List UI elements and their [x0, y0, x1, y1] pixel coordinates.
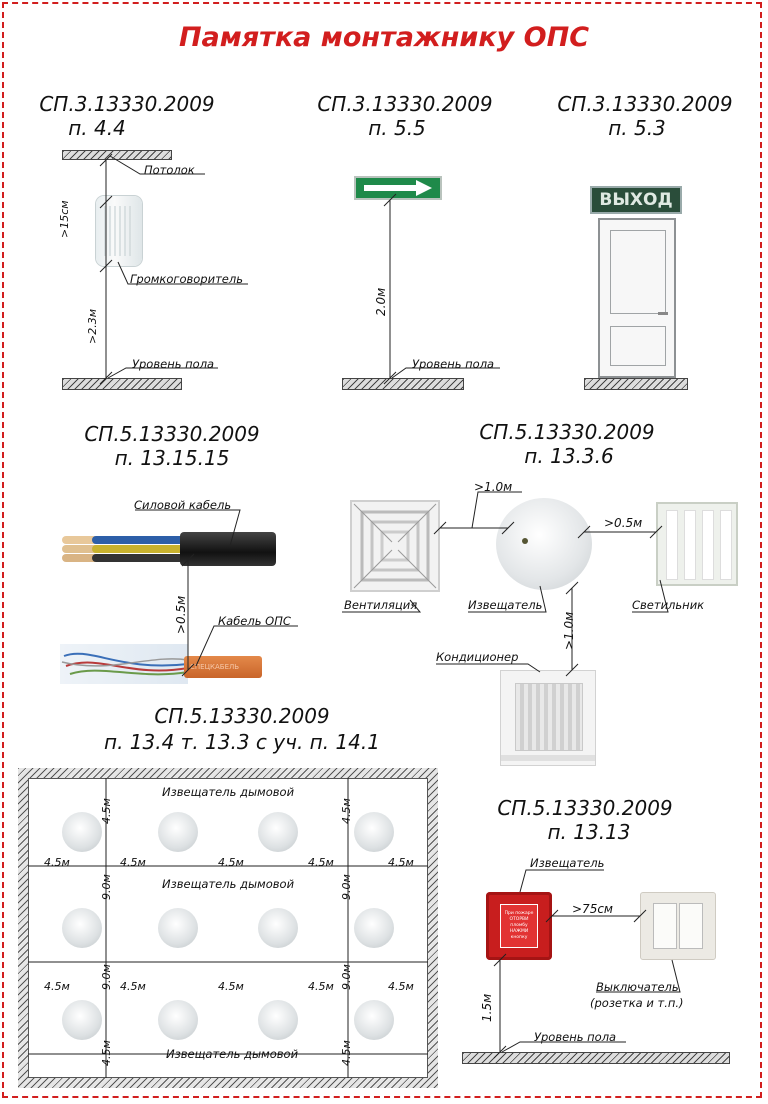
speaker-dim-bottom: >2.3м [86, 308, 99, 344]
dim-ac: >1.0м [562, 611, 576, 650]
vent-label: Вентиляция [344, 598, 418, 612]
exit-sign-clause: п. 5.5 [368, 116, 426, 140]
grid-dim-vertical: 9.0м [100, 874, 113, 900]
grid-dim-horizontal: 4.5м [120, 856, 146, 869]
speaker-dim-top: >15см [58, 200, 71, 238]
grid-dim-horizontal: 4.5м [308, 980, 334, 993]
grid-dim-vertical: 9.0м [100, 964, 113, 990]
dim-lamp: >0.5м [604, 516, 643, 530]
grid-dim-horizontal: 4.5м [218, 856, 244, 869]
grid-detector-label-2: Извещатель дымовой [162, 877, 295, 891]
speaker-clause: п. 4.4 [68, 116, 126, 140]
grid-detector-label-1: Извещатель дымовой [162, 785, 295, 799]
grid-dim-vertical: 4.5м [100, 1040, 113, 1066]
mcp-norm: СП.5.13330.2009 [497, 796, 673, 820]
power-cable-label: Силовой кабель [134, 498, 232, 512]
grid-dim-horizontal: 4.5м [218, 980, 244, 993]
grid-clause: п. 13.4 т. 13.3 с уч. п. 14.1 [104, 730, 380, 754]
speaker-label: Громкоговоритель [130, 272, 243, 286]
exit-door-clause: п. 5.3 [608, 116, 666, 140]
mcp-glass-text: При пожаре ОТОРВИ пломбу НАЖМИ кнопку [500, 904, 538, 948]
grid-dim-horizontal: 4.5м [44, 980, 70, 993]
ac-label: Кондиционер [436, 650, 519, 664]
mcp-dim-vertical: 1.5м [480, 993, 494, 1022]
ceiling-label: Потолок [144, 163, 195, 177]
mcp-clause: п. 13.13 [547, 820, 631, 844]
exit-door-norm: СП.3.13330.2009 [557, 92, 733, 116]
cables-norm: СП.5.13330.2009 [84, 422, 260, 446]
page-title: Памятка монтажнику ОПС [178, 22, 590, 53]
grid-dim-horizontal: 4.5м [44, 856, 70, 869]
distances-norm: СП.5.13330.2009 [479, 420, 655, 444]
mcp-dim-horizontal: >75см [572, 902, 613, 916]
grid-dim-vertical: 4.5м [340, 1040, 353, 1066]
dim-vent: >1.0м [474, 480, 513, 494]
switch-note: (розетка и т.п.) [590, 996, 684, 1010]
grid-dim-vertical: 9.0м [340, 964, 353, 990]
exit-sign-dim: 2.0м [374, 287, 388, 316]
lamp-label: Светильник [632, 598, 705, 612]
cables-clause: п. 13.15.15 [114, 446, 230, 470]
floor-label-4: Уровень пола [534, 1030, 617, 1044]
cables-dim: >0.5м [174, 595, 188, 634]
grid-dim-horizontal: 4.5м [388, 856, 414, 869]
detector-label: Извещатель [468, 598, 543, 612]
grid-dim-vertical: 4.5м [100, 798, 113, 824]
mcp-detector-label: Извещатель [530, 856, 605, 870]
grid-detector-label-3: Извещатель дымовой [166, 1047, 299, 1061]
grid-dim-vertical: 9.0м [340, 874, 353, 900]
grid-dim-horizontal: 4.5м [120, 980, 146, 993]
floor-label-1: Уровень пола [132, 357, 215, 371]
grid-dim-vertical: 4.5м [340, 798, 353, 824]
exit-sign-norm: СП.3.13330.2009 [317, 92, 493, 116]
switch-label: Выключатель [596, 980, 679, 994]
exit-sign-text: ВЫХОД [590, 186, 682, 214]
distances-clause: п. 13.3.6 [524, 444, 614, 468]
ops-cable-sheath: СПЕЦКАБЕЛЬ [184, 656, 262, 678]
grid-dim-horizontal: 4.5м [388, 980, 414, 993]
ops-cable-label: Кабель ОПС [218, 614, 291, 628]
floor-label-2: Уровень пола [412, 357, 495, 371]
grid-dim-horizontal: 4.5м [308, 856, 334, 869]
speaker-norm: СП.3.13330.2009 [39, 92, 215, 116]
grid-norm: СП.5.13330.2009 [154, 704, 330, 728]
